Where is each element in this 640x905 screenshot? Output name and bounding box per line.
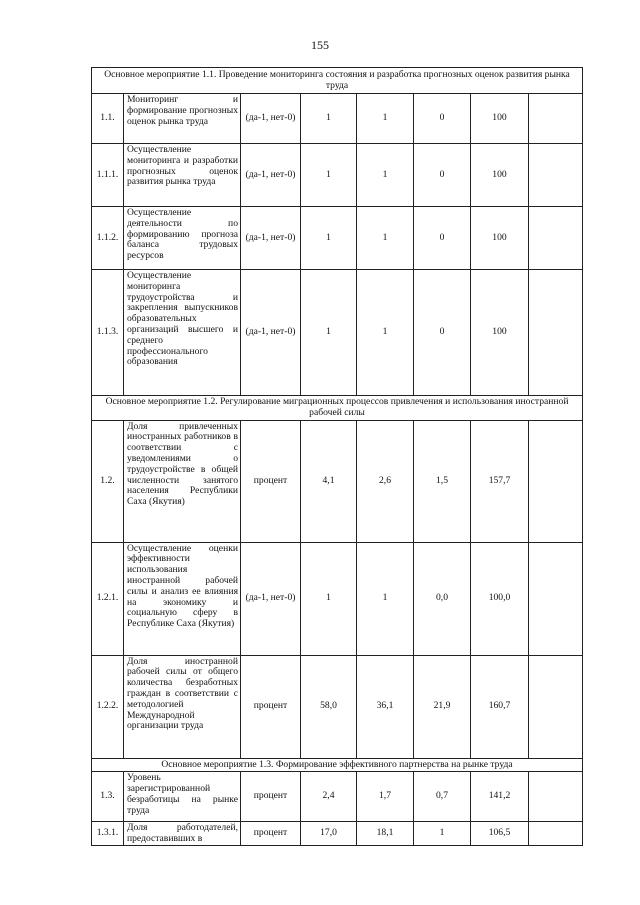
value-cell: 17,0 <box>301 822 357 846</box>
unit-cell: (да-1, нет-0) <box>241 270 301 396</box>
value-cell: 4,1 <box>301 420 357 542</box>
value-cell: 100 <box>471 207 529 270</box>
section-header-row <box>92 396 583 421</box>
table-row <box>92 655 583 758</box>
table-row <box>92 94 583 144</box>
row-number: 1.3.1. <box>92 822 124 846</box>
value-cell <box>529 144 583 207</box>
value-cell: 1 <box>357 542 414 655</box>
value-cell: 0 <box>414 207 471 270</box>
value-cell: 2,4 <box>301 772 357 822</box>
value-cell: 1 <box>301 207 357 270</box>
row-number: 1.2. <box>92 420 124 542</box>
value-cell: 100 <box>471 94 529 144</box>
value-cell <box>529 420 583 542</box>
row-number: 1.1. <box>92 94 124 144</box>
section-header-row <box>92 758 583 772</box>
unit-cell: процент <box>241 822 301 846</box>
value-cell: 2,6 <box>357 420 414 542</box>
value-cell: 1,5 <box>414 420 471 542</box>
value-cell: 1 <box>301 144 357 207</box>
value-cell: 1 <box>301 94 357 144</box>
table-row <box>92 207 583 270</box>
indicator-name: Осуществление оценки эффективности использования иностранной рабочей силы и анализ ее влияния на экономику и социальную сферу в Республике Саха (Якутия) <box>124 542 241 655</box>
section-header-row <box>92 68 583 94</box>
value-cell <box>529 270 583 396</box>
indicators-table <box>91 67 583 846</box>
row-number: 1.2.2. <box>92 655 124 758</box>
indicator-name: Осуществление мониторинга трудоустройства и закрепления выпускников образовательных организаций высшего и среднего профессионального образования <box>124 270 241 396</box>
value-cell: 58,0 <box>301 655 357 758</box>
value-cell <box>529 94 583 144</box>
value-cell: 1 <box>357 144 414 207</box>
indicator-name: Доля привлеченных иностранных работников в соответствии с уведомлениями о трудоустройстве в общей численности занятого населения Республики Саха (Якутия) <box>124 420 241 542</box>
indicator-name: Мониторинг и формирование прогнозных оценок рынка труда <box>124 94 241 144</box>
row-number: 1.1.1. <box>92 144 124 207</box>
indicator-name: Осуществление мониторинга и разработки прогнозных оценок развития рынка труда <box>124 144 241 207</box>
unit-cell: (да-1, нет-0) <box>241 542 301 655</box>
value-cell: 100,0 <box>471 542 529 655</box>
row-number: 1.2.1. <box>92 542 124 655</box>
unit-cell: процент <box>241 420 301 542</box>
value-cell: 1 <box>301 270 357 396</box>
value-cell: 160,7 <box>471 655 529 758</box>
section-title: Основное мероприятие 1.2. Регулирование миграционных процессов привлечения и использования иностранной рабочей силы <box>92 396 583 421</box>
value-cell <box>529 772 583 822</box>
value-cell: 0 <box>414 144 471 207</box>
value-cell: 21,9 <box>414 655 471 758</box>
value-cell: 106,5 <box>471 822 529 846</box>
row-number: 1.1.3. <box>92 270 124 396</box>
section-title: Основное мероприятие 1.3. Формирование эффективного партнерства на рынке труда <box>92 758 583 772</box>
value-cell: 1 <box>357 270 414 396</box>
value-cell: 1 <box>357 94 414 144</box>
value-cell <box>529 655 583 758</box>
value-cell: 0,0 <box>414 542 471 655</box>
unit-cell: (да-1, нет-0) <box>241 144 301 207</box>
value-cell: 1 <box>301 542 357 655</box>
value-cell: 1 <box>357 207 414 270</box>
value-cell <box>529 542 583 655</box>
value-cell <box>529 822 583 846</box>
value-cell: 141,2 <box>471 772 529 822</box>
table-row <box>92 420 583 542</box>
indicator-name: Доля работодателей, предоставивших в <box>124 822 241 846</box>
indicator-name: Уровень зарегистрированной безработицы на рынке труда <box>124 772 241 822</box>
value-cell: 0,7 <box>414 772 471 822</box>
unit-cell: процент <box>241 655 301 758</box>
value-cell: 36,1 <box>357 655 414 758</box>
table-row <box>92 772 583 822</box>
value-cell: 18,1 <box>357 822 414 846</box>
value-cell: 1 <box>414 822 471 846</box>
indicator-name: Доля иностранной рабочей силы от общего количества безработных граждан в соответствии с методологией Международной организации труда <box>124 655 241 758</box>
value-cell: 0 <box>414 94 471 144</box>
table-row <box>92 822 583 846</box>
row-number: 1.1.2. <box>92 207 124 270</box>
section-title: Основное мероприятие 1.1. Проведение мониторинга состояния и разработка прогнозных оценок развития рынка труда <box>92 68 583 94</box>
unit-cell: (да-1, нет-0) <box>241 207 301 270</box>
value-cell: 157,7 <box>471 420 529 542</box>
table-row <box>92 542 583 655</box>
value-cell: 0 <box>414 270 471 396</box>
row-number: 1.3. <box>92 772 124 822</box>
unit-cell: процент <box>241 772 301 822</box>
page-number: 155 <box>311 38 329 52</box>
value-cell <box>529 207 583 270</box>
table-row <box>92 144 583 207</box>
value-cell: 100 <box>471 144 529 207</box>
unit-cell: (да-1, нет-0) <box>241 94 301 144</box>
indicator-name: Осуществление деятельности по формированию прогноза баланса трудовых ресурсов <box>124 207 241 270</box>
table-row <box>92 270 583 396</box>
value-cell: 1,7 <box>357 772 414 822</box>
value-cell: 100 <box>471 270 529 396</box>
